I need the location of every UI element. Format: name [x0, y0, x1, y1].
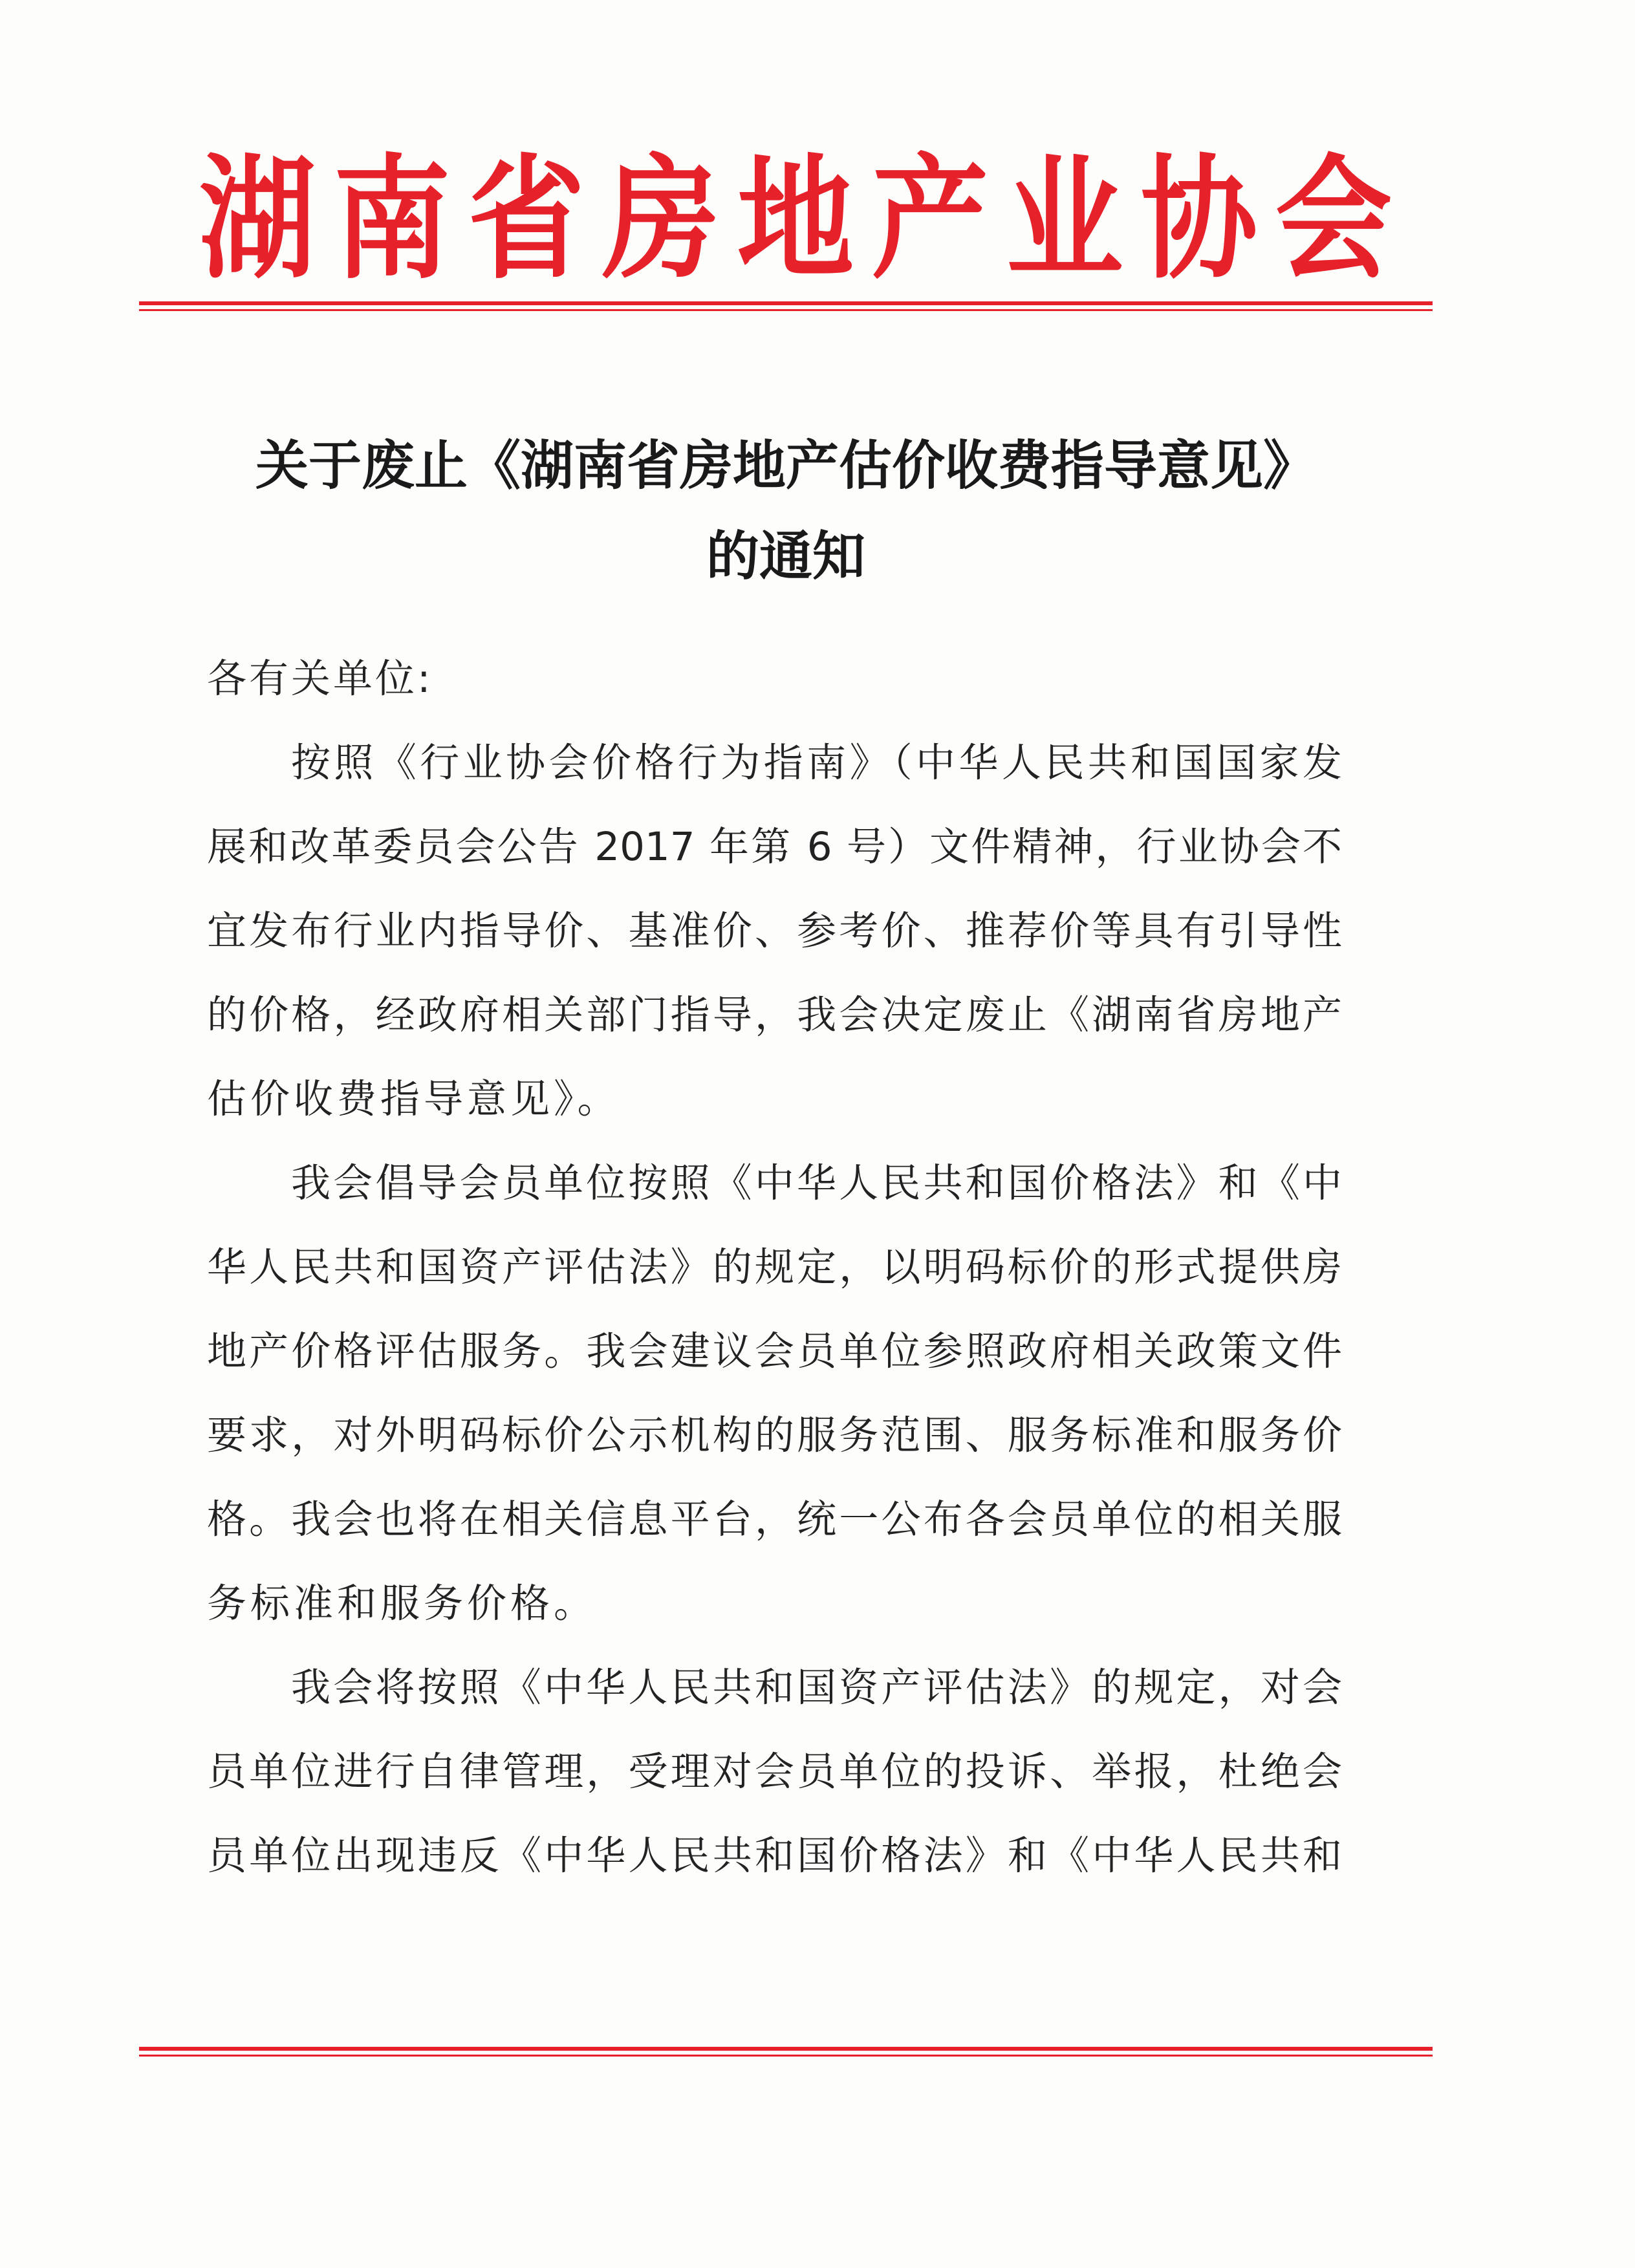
letterhead-char-7: 业	[1006, 142, 1123, 297]
letterhead-rule-top	[139, 301, 1433, 311]
paragraph-3-line-1: 我会将按照《中华人民共和国资产评估法》的规定，对会	[291, 1665, 1342, 1711]
paragraph-1-line-4: 的价格，经政府相关部门指导，我会决定废止《湖南省房地产	[207, 992, 1342, 1038]
letterhead-char-8: 协	[1140, 142, 1258, 297]
salutation: 各有关单位:	[207, 656, 433, 702]
paragraph-3-line-2: 员单位进行自律管理，受理对会员单位的投诉、举报，杜绝会	[207, 1749, 1342, 1795]
paragraph-1-line-2: 展和改革委员会公告 2017 年第 6 号）文件精神，行业协会不	[207, 824, 1342, 870]
paragraph-2-line-4: 要求，对外明码标价公示机构的服务范围、服务标准和服务价	[207, 1412, 1342, 1458]
letterhead-char-2: 南	[333, 142, 451, 297]
paragraph-2-line-5: 格。我会也将在相关信息平台，统一公布各会员单位的相关服	[207, 1496, 1342, 1542]
notice-title-line-2: 的通知	[706, 525, 865, 587]
paragraph-2-line-1: 我会倡导会员单位按照《中华人民共和国价格法》和《中	[291, 1160, 1342, 1206]
letterhead-title	[194, 142, 1397, 297]
letterhead-char-3: 省	[468, 142, 585, 297]
letterhead-char-1: 湖	[199, 142, 316, 297]
paragraph-1-line-1: 按照《行业协会价格行为指南》（中华人民共和国国家发	[291, 740, 1342, 786]
paragraph-2-line-3: 地产价格评估服务。我会建议会员单位参照政府相关政策文件	[207, 1328, 1342, 1374]
notice-title-line-1: 关于废止《湖南省房地产估价收费指导意见》	[255, 435, 1316, 497]
paragraph-2-line-6: 务标准和服务价格。	[207, 1581, 598, 1626]
paragraph-1-line-3: 宜发布行业内指导价、基准价、参考价、推荐价等具有引导性	[207, 908, 1342, 954]
letterhead-char-9: 会	[1275, 142, 1392, 297]
notice-body	[207, 637, 1342, 1898]
letterhead-char-5: 地	[737, 142, 854, 297]
paragraph-1-line-5: 估价收费指导意见》。	[207, 1076, 621, 1122]
letterhead-char-4: 房	[602, 142, 720, 297]
paragraph-3-line-3: 员单位出现违反《中华人民共和国价格法》和《中华人民共和	[207, 1833, 1342, 1879]
footer-rule	[139, 2047, 1433, 2057]
paragraph-2-line-2: 华人民共和国资产评估法》的规定，以明码标价的形式提供房	[207, 1244, 1342, 1290]
letterhead-char-6: 产	[871, 142, 989, 297]
